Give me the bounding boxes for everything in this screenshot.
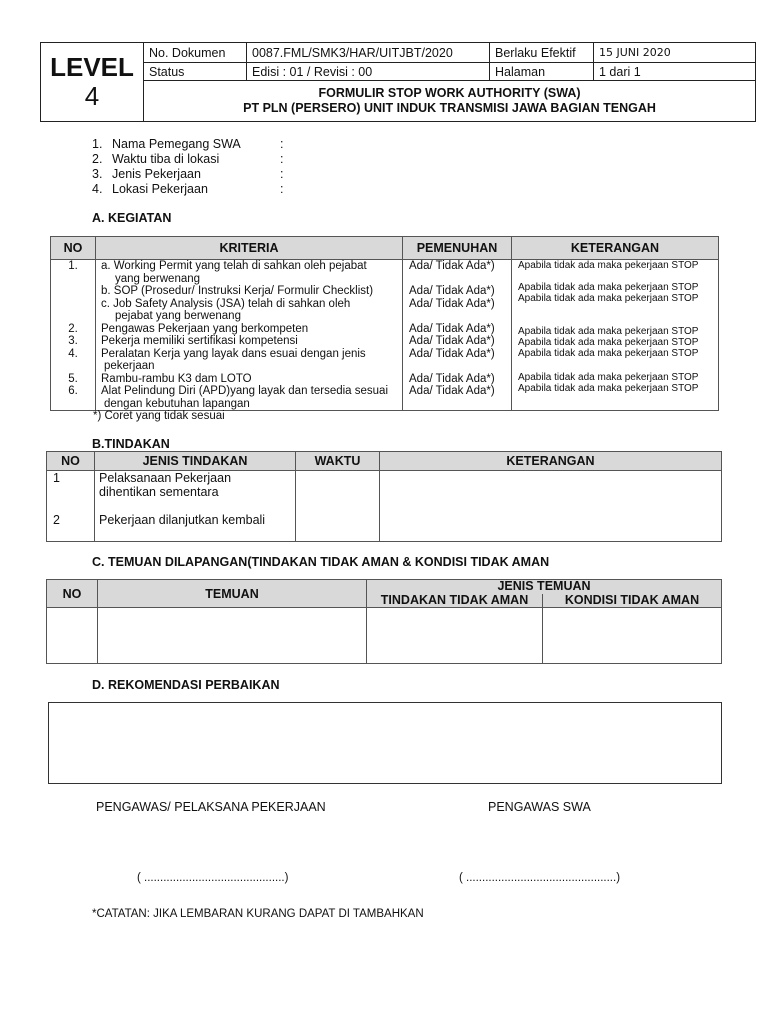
row-no: 4. [68,347,78,360]
info-label: Jenis Pekerjaan [112,167,201,181]
kriteria-line: pekerjaan [104,360,155,372]
title-line-2: PT PLN (PERSERO) UNIT INDUK TRANSMISI JAWA BAGIAN TENGAH [243,101,656,115]
section-b-heading: B.TINDAKAN [92,437,170,451]
form-title [144,81,756,122]
berlaku-value: 15 JUNI 2020 [594,43,756,63]
keterangan-line: Apabila tidak ada maka pekerjaan STOP [518,336,699,348]
temuan-kondisi-cell[interactable] [543,608,722,664]
berlaku-label: Berlaku Efektif [490,43,594,63]
level-label: LEVEL [50,52,134,82]
temuan-table [46,579,722,664]
keterangan-line [512,304,718,315]
no-dokumen-label: No. Dokumen [144,43,247,63]
tindakan-jenis: Pelaksanaan Pekerjaan [99,471,232,485]
row-no: 2. [68,322,78,335]
signature-left-label: PENGAWAS/ PELAKSANA PEKERJAAN [96,800,326,814]
row-no: 1. [68,260,78,272]
kegiatan-no-cell [51,260,96,411]
col-tindakan-tidak-aman: TINDAKAN TIDAK AMAN [367,594,543,608]
pemenuhan-line: Ada/ Tidak Ada*) [409,297,495,310]
row-no [51,298,95,311]
keterangan-line [512,273,718,282]
kriteria-line: c. Job Safety Analysis (JSA) telah di sahkan oleh [101,297,351,310]
tindakan-table [46,451,722,542]
col-jenis-temuan: JENIS TEMUAN [367,580,722,594]
signature-right-label: PENGAWAS SWA [488,800,591,814]
info-num: 2. [92,152,103,166]
col-kriteria: KRITERIA [96,237,403,260]
keterangan-line: Apabila tidak ada maka pekerjaan STOP [518,382,699,394]
pemenuhan-line: Ada/ Tidak Ada*) [409,335,495,347]
row-no: 3. [68,335,78,347]
row-no [51,310,95,323]
section-a-heading: A. KEGIATAN [92,211,172,225]
keterangan-line: Apabila tidak ada maka pekerjaan STOP [518,292,699,304]
signature-left-line[interactable]: ( ............................................) [137,872,289,884]
info-item [92,137,283,152]
col-waktu: WAKTU [296,452,380,471]
tindakan-waktu-cell[interactable] [296,471,380,542]
col-no: NO [47,452,95,471]
info-num: 1. [92,137,103,151]
temuan-cell[interactable] [98,608,367,664]
col-kondisi-tidak-aman: KONDISI TIDAK AMAN [543,594,722,608]
col-temuan: TEMUAN [98,580,367,608]
info-label: Nama Pemegang SWA [112,137,241,151]
status-value: Edisi : 01 / Revisi : 00 [247,63,490,81]
pemenuhan-line: Ada/ Tidak Ada*) [409,372,495,385]
kegiatan-keterangan-cell [512,260,719,411]
kriteria-line: Alat Pelindung Diri (APD)yang layak dan tersedia sesuai [101,385,389,397]
info-label: Lokasi Pekerjaan [112,182,208,196]
kriteria-line: Pekerja memiliki sertifikasi kompetensi [101,335,298,347]
col-keterangan: KETERANGAN [380,452,722,471]
kriteria-line: dengan kebutuhan lapangan [104,397,250,410]
keterangan-line [512,361,718,372]
col-keterangan: KETERANGAN [512,237,719,260]
signature-right-line[interactable]: ( ...............................................) [459,872,621,884]
tindakan-keterangan-cell[interactable] [380,471,722,542]
section-c-heading: C. TEMUAN DILAPANGAN(TINDAKAN TIDAK AMAN & KONDISI TIDAK AMAN [92,555,550,569]
keterangan-line: Apabila tidak ada maka pekerjaan STOP [518,325,699,337]
tindakan-jenis: Pekerjaan dilanjutkan kembali [99,513,266,527]
pemenuhan-line: Ada/ Tidak Ada*) [409,347,495,360]
info-sep: : [280,152,284,166]
halaman-label: Halaman [490,63,594,81]
no-dokumen-value: 0087.FML/SMK3/HAR/UITJBT/2020 [247,43,490,63]
info-label: Waktu tiba di lokasi [112,152,220,166]
title-line-1: FORMULIR STOP WORK AUTHORITY (SWA) [318,86,581,100]
temuan-no-cell[interactable] [47,608,98,664]
tindakan-no-cell [47,471,95,542]
pemenuhan-line: Ada/ Tidak Ada*) [409,385,495,397]
kriteria-line: a. Working Permit yang telah di sahkan oleh pejabat [101,260,367,272]
pemenuhan-line [403,310,511,323]
pemenuhan-line: Ada/ Tidak Ada*) [409,322,495,335]
keterangan-line: Apabila tidak ada maka pekerjaan STOP [518,260,699,271]
halaman-value: 1 dari 1 [594,63,756,81]
keterangan-line [512,315,718,326]
rekomendasi-box[interactable] [48,702,722,784]
catatan-note: *CATATAN: JIKA LEMBARAN KURANG DAPAT DI TAMBAHKAN [92,908,424,920]
info-sep: : [280,167,284,181]
document-header [40,42,756,122]
pemenuhan-line [403,273,511,286]
temuan-tindakan-cell[interactable] [367,608,543,664]
row-no [51,273,95,286]
col-no: NO [51,237,96,260]
keterangan-line: Apabila tidak ada maka pekerjaan STOP [518,347,699,359]
kriteria-line: Peralatan Kerja yang layak dans esuai dengan jenis [101,347,366,360]
info-item [92,152,283,167]
pemenuhan-line: Ada/ Tidak Ada*) [409,260,495,272]
info-item [92,182,283,197]
col-no: NO [47,580,98,608]
level-value: 4 [84,81,100,111]
kriteria-line: Pengawas Pekerjaan yang berkompeten [101,322,309,335]
row-no [51,360,95,373]
status-label: Status [144,63,247,81]
kriteria-line: Rambu-rambu K3 dam LOTO [101,372,252,385]
kriteria-line: yang berwenang [115,272,201,285]
level-box [41,43,144,122]
info-sep: : [280,137,284,151]
row-no [51,285,95,298]
kriteria-line: b. SOP (Prosedur/ Instruksi Kerja/ Formulir Checklist) [101,285,374,297]
tindakan-no: 1 [53,471,60,485]
keterangan-line: Apabila tidak ada maka pekerjaan STOP [518,281,699,293]
tindakan-jenis-cell [95,471,296,542]
pemenuhan-line [403,360,511,373]
keterangan-line: Apabila tidak ada maka pekerjaan STOP [518,371,699,383]
col-pemenuhan: PEMENUHAN [403,237,512,260]
row-no: 5. [68,372,78,385]
info-sep: : [280,182,284,196]
kriteria-line: pejabat yang berwenang [115,310,241,322]
col-jenis-tindakan: JENIS TINDAKAN [95,452,296,471]
kegiatan-footnote: *) Coret yang tidak sesuai [93,410,225,422]
tindakan-jenis: dihentikan sementara [99,485,219,499]
section-d-heading: D. REKOMENDASI PERBAIKAN [92,678,280,692]
info-num: 4. [92,182,103,196]
pemenuhan-line: Ada/ Tidak Ada*) [409,285,495,297]
kegiatan-kriteria-cell [96,260,403,411]
info-num: 3. [92,167,103,181]
tindakan-no: 2 [53,513,60,527]
kegiatan-table [50,236,719,411]
info-item [92,167,283,182]
row-no: 6. [68,385,78,397]
kegiatan-pemenuhan-cell [403,260,512,411]
